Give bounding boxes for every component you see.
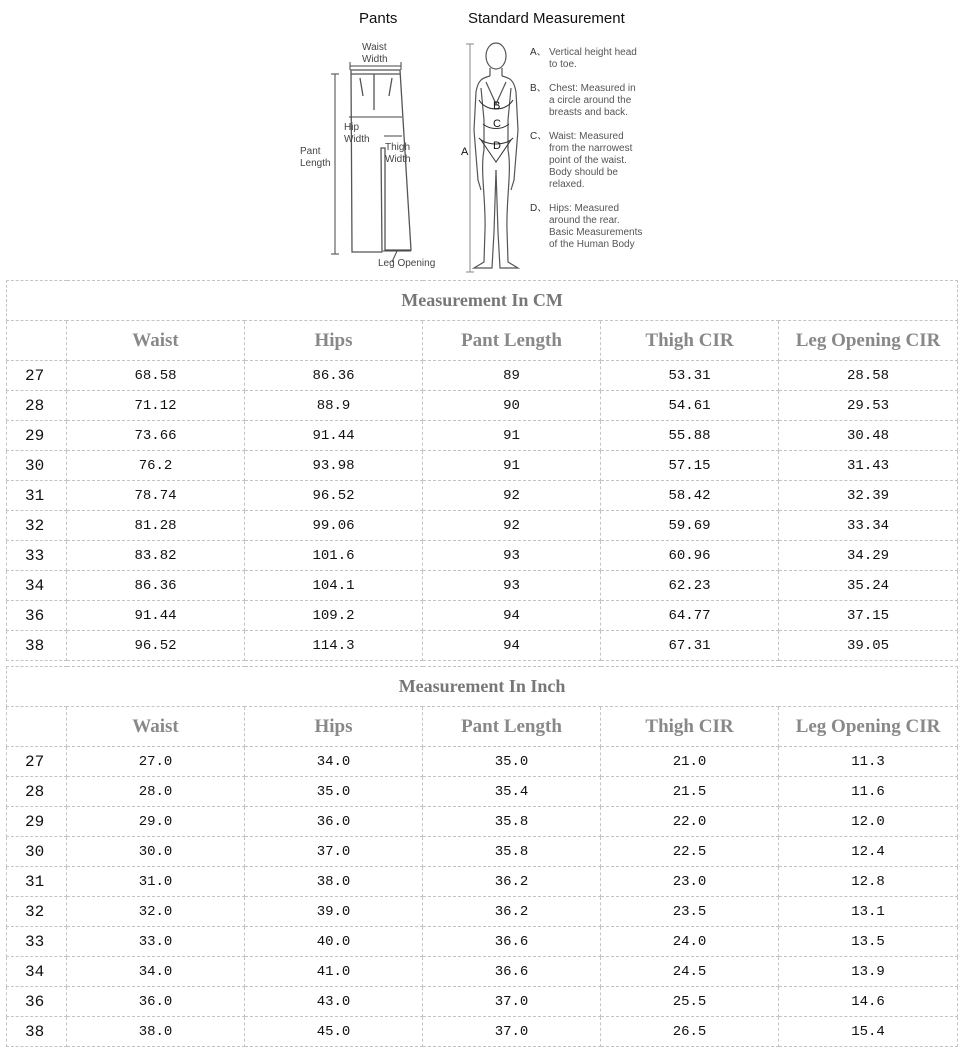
hip-width-label: Hip Width bbox=[344, 122, 370, 145]
waist-cell: 76.2 bbox=[67, 451, 245, 481]
pant-length-cell: 93 bbox=[423, 541, 601, 571]
waist-cell: 32.0 bbox=[67, 897, 245, 927]
note-d: D、 Hips: Measured around the rear. Basic Measurements of the Human Body bbox=[530, 203, 643, 250]
waist-cell: 83.82 bbox=[67, 541, 245, 571]
table-row bbox=[7, 897, 958, 927]
leg-opening-cir-cell: 30.48 bbox=[779, 421, 958, 451]
leg-opening-cir-cell: 39.05 bbox=[779, 631, 958, 661]
header-pant-length: Pant Length bbox=[423, 321, 601, 361]
size-cell: 36 bbox=[7, 987, 67, 1017]
table-row bbox=[7, 481, 958, 511]
thigh-cir-cell: 53.31 bbox=[601, 361, 779, 391]
hips-cell: 86.36 bbox=[245, 361, 423, 391]
note-c: C、 Waist: Measured from the narrowest point of the waist. Body should be relaxed. bbox=[530, 131, 633, 190]
diagram-illustration bbox=[0, 0, 962, 280]
size-cell: 33 bbox=[7, 927, 67, 957]
size-cell: 29 bbox=[7, 807, 67, 837]
waist-cell: 29.0 bbox=[67, 807, 245, 837]
table-row bbox=[7, 957, 958, 987]
size-cell: 28 bbox=[7, 777, 67, 807]
size-cell: 34 bbox=[7, 957, 67, 987]
hips-cell: 45.0 bbox=[245, 1017, 423, 1047]
leg-opening-cir-cell: 12.4 bbox=[779, 837, 958, 867]
hips-cell: 114.3 bbox=[245, 631, 423, 661]
table-row bbox=[7, 1017, 958, 1047]
table-row bbox=[7, 837, 958, 867]
leg-opening-cir-cell: 12.0 bbox=[779, 807, 958, 837]
thigh-cir-cell: 26.5 bbox=[601, 1017, 779, 1047]
pant-length-cell: 92 bbox=[423, 481, 601, 511]
pant-length-cell: 89 bbox=[423, 361, 601, 391]
pant-length-cell: 94 bbox=[423, 631, 601, 661]
hips-cell: 39.0 bbox=[245, 897, 423, 927]
table-row bbox=[7, 807, 958, 837]
note-b: B、 Chest: Measured in a circle around the breasts and back. bbox=[530, 83, 636, 118]
measurement-diagram bbox=[0, 0, 962, 280]
thigh-width-label: Thigh Width bbox=[385, 142, 411, 165]
table-row bbox=[7, 451, 958, 481]
hips-cell: 43.0 bbox=[245, 987, 423, 1017]
hips-cell: 99.06 bbox=[245, 511, 423, 541]
header-hips: Hips bbox=[245, 321, 423, 361]
size-cell: 28 bbox=[7, 391, 67, 421]
thigh-cir-cell: 60.96 bbox=[601, 541, 779, 571]
leg-opening-cir-cell: 33.34 bbox=[779, 511, 958, 541]
header-leg-opening-cir: Leg Opening CIR bbox=[779, 321, 958, 361]
pant-length-cell: 35.0 bbox=[423, 747, 601, 777]
waist-cell: 81.28 bbox=[67, 511, 245, 541]
leg-opening-cir-cell: 11.6 bbox=[779, 777, 958, 807]
hips-cell: 35.0 bbox=[245, 777, 423, 807]
thigh-cir-cell: 22.0 bbox=[601, 807, 779, 837]
leg-opening-cir-cell: 15.4 bbox=[779, 1017, 958, 1047]
pant-length-cell: 36.2 bbox=[423, 867, 601, 897]
size-cell: 33 bbox=[7, 541, 67, 571]
leg-opening-cir-cell: 13.5 bbox=[779, 927, 958, 957]
header-thigh-cir: Thigh CIR bbox=[601, 707, 779, 747]
hips-cell: 36.0 bbox=[245, 807, 423, 837]
thigh-cir-cell: 21.5 bbox=[601, 777, 779, 807]
pant-length-cell: 35.8 bbox=[423, 837, 601, 867]
thigh-cir-cell: 23.0 bbox=[601, 867, 779, 897]
human-figure bbox=[474, 43, 518, 268]
header-leg-opening-cir: Leg Opening CIR bbox=[779, 707, 958, 747]
inch-table-title: Measurement In Inch bbox=[7, 667, 958, 707]
leg-opening-cir-cell: 34.29 bbox=[779, 541, 958, 571]
header-hips: Hips bbox=[245, 707, 423, 747]
header-thigh-cir: Thigh CIR bbox=[601, 321, 779, 361]
pant-length-label: Pant Length bbox=[300, 146, 331, 169]
pant-length-cell: 36.2 bbox=[423, 897, 601, 927]
thigh-cir-cell: 57.15 bbox=[601, 451, 779, 481]
header-pant-length: Pant Length bbox=[423, 707, 601, 747]
size-cell: 34 bbox=[7, 571, 67, 601]
pant-length-cell: 36.6 bbox=[423, 957, 601, 987]
inch-table-body bbox=[7, 747, 958, 1047]
table-row bbox=[7, 747, 958, 777]
waist-cell: 34.0 bbox=[67, 957, 245, 987]
waist-cell: 78.74 bbox=[67, 481, 245, 511]
leg-opening-label: Leg Opening bbox=[378, 258, 436, 269]
size-cell: 38 bbox=[7, 1017, 67, 1047]
table-row bbox=[7, 601, 958, 631]
hips-cell: 38.0 bbox=[245, 867, 423, 897]
thigh-cir-cell: 24.0 bbox=[601, 927, 779, 957]
waist-cell: 36.0 bbox=[67, 987, 245, 1017]
pant-length-cell: 91 bbox=[423, 451, 601, 481]
inch-size-table bbox=[6, 666, 958, 1047]
size-cell: 30 bbox=[7, 451, 67, 481]
size-cell: 27 bbox=[7, 361, 67, 391]
table-row bbox=[7, 421, 958, 451]
header-size bbox=[7, 707, 67, 747]
table-row bbox=[7, 391, 958, 421]
cm-size-table bbox=[6, 280, 958, 661]
note-a: A、 Vertical height head to toe. bbox=[530, 47, 637, 70]
pant-length-cell: 35.4 bbox=[423, 777, 601, 807]
leg-opening-cir-cell: 35.24 bbox=[779, 571, 958, 601]
table-row bbox=[7, 927, 958, 957]
waist-cell: 28.0 bbox=[67, 777, 245, 807]
hips-cell: 93.98 bbox=[245, 451, 423, 481]
leg-opening-cir-cell: 31.43 bbox=[779, 451, 958, 481]
body-measure-lines bbox=[466, 44, 513, 272]
thigh-cir-cell: 58.42 bbox=[601, 481, 779, 511]
hips-cell: 40.0 bbox=[245, 927, 423, 957]
waist-cell: 68.58 bbox=[67, 361, 245, 391]
size-cell: 36 bbox=[7, 601, 67, 631]
size-cell: 31 bbox=[7, 867, 67, 897]
thigh-cir-cell: 24.5 bbox=[601, 957, 779, 987]
size-cell: 30 bbox=[7, 837, 67, 867]
waist-cell: 96.52 bbox=[67, 631, 245, 661]
cm-table-title: Measurement In CM bbox=[7, 281, 958, 321]
thigh-cir-cell: 62.23 bbox=[601, 571, 779, 601]
pant-length-cell: 93 bbox=[423, 571, 601, 601]
thigh-cir-cell: 22.5 bbox=[601, 837, 779, 867]
header-waist: Waist bbox=[67, 707, 245, 747]
waist-width-label: Waist Width bbox=[362, 42, 388, 65]
thigh-cir-cell: 59.69 bbox=[601, 511, 779, 541]
leg-opening-cir-cell: 13.1 bbox=[779, 897, 958, 927]
waist-cell: 27.0 bbox=[67, 747, 245, 777]
thigh-cir-cell: 21.0 bbox=[601, 747, 779, 777]
table-row bbox=[7, 777, 958, 807]
thigh-cir-cell: 67.31 bbox=[601, 631, 779, 661]
leg-opening-cir-cell: 12.8 bbox=[779, 867, 958, 897]
hips-cell: 109.2 bbox=[245, 601, 423, 631]
hips-cell: 96.52 bbox=[245, 481, 423, 511]
header-waist: Waist bbox=[67, 321, 245, 361]
hips-cell: 41.0 bbox=[245, 957, 423, 987]
table-row bbox=[7, 511, 958, 541]
table-row bbox=[7, 361, 958, 391]
leg-opening-cir-cell: 14.6 bbox=[779, 987, 958, 1017]
leg-opening-cir-cell: 32.39 bbox=[779, 481, 958, 511]
waist-cell: 30.0 bbox=[67, 837, 245, 867]
pant-length-cell: 94 bbox=[423, 601, 601, 631]
size-cell: 29 bbox=[7, 421, 67, 451]
hips-cell: 104.1 bbox=[245, 571, 423, 601]
size-cell: 38 bbox=[7, 631, 67, 661]
letter-d: D bbox=[493, 140, 501, 152]
hips-cell: 37.0 bbox=[245, 837, 423, 867]
cm-table-body bbox=[7, 361, 958, 661]
waist-cell: 86.36 bbox=[67, 571, 245, 601]
thigh-cir-cell: 25.5 bbox=[601, 987, 779, 1017]
table-row bbox=[7, 987, 958, 1017]
leg-opening-cir-cell: 28.58 bbox=[779, 361, 958, 391]
hips-cell: 34.0 bbox=[245, 747, 423, 777]
letter-a: A bbox=[461, 146, 469, 158]
table-row bbox=[7, 631, 958, 661]
waist-cell: 33.0 bbox=[67, 927, 245, 957]
leg-opening-cir-cell: 11.3 bbox=[779, 747, 958, 777]
leg-opening-cir-cell: 29.53 bbox=[779, 391, 958, 421]
leg-opening-cir-cell: 13.9 bbox=[779, 957, 958, 987]
pants-title: Pants bbox=[359, 10, 398, 27]
table-row bbox=[7, 571, 958, 601]
standard-measurement-title: Standard Measurement bbox=[468, 10, 625, 27]
thigh-cir-cell: 23.5 bbox=[601, 897, 779, 927]
pant-length-cell: 37.0 bbox=[423, 1017, 601, 1047]
waist-cell: 38.0 bbox=[67, 1017, 245, 1047]
table-row bbox=[7, 541, 958, 571]
hips-cell: 101.6 bbox=[245, 541, 423, 571]
header-size bbox=[7, 321, 67, 361]
letter-b: B bbox=[493, 100, 501, 112]
letter-c: C bbox=[493, 118, 501, 130]
hips-cell: 91.44 bbox=[245, 421, 423, 451]
size-cell: 32 bbox=[7, 897, 67, 927]
table-row bbox=[7, 867, 958, 897]
leg-opening-cir-cell: 37.15 bbox=[779, 601, 958, 631]
pant-length-cell: 92 bbox=[423, 511, 601, 541]
pant-length-cell: 36.6 bbox=[423, 927, 601, 957]
thigh-cir-cell: 55.88 bbox=[601, 421, 779, 451]
size-cell: 31 bbox=[7, 481, 67, 511]
waist-cell: 31.0 bbox=[67, 867, 245, 897]
waist-cell: 91.44 bbox=[67, 601, 245, 631]
thigh-cir-cell: 64.77 bbox=[601, 601, 779, 631]
hips-cell: 88.9 bbox=[245, 391, 423, 421]
waist-cell: 71.12 bbox=[67, 391, 245, 421]
thigh-cir-cell: 54.61 bbox=[601, 391, 779, 421]
size-cell: 32 bbox=[7, 511, 67, 541]
size-cell: 27 bbox=[7, 747, 67, 777]
pant-length-cell: 91 bbox=[423, 421, 601, 451]
pant-length-cell: 37.0 bbox=[423, 987, 601, 1017]
pant-length-cell: 35.8 bbox=[423, 807, 601, 837]
pant-length-cell: 90 bbox=[423, 391, 601, 421]
waist-cell: 73.66 bbox=[67, 421, 245, 451]
